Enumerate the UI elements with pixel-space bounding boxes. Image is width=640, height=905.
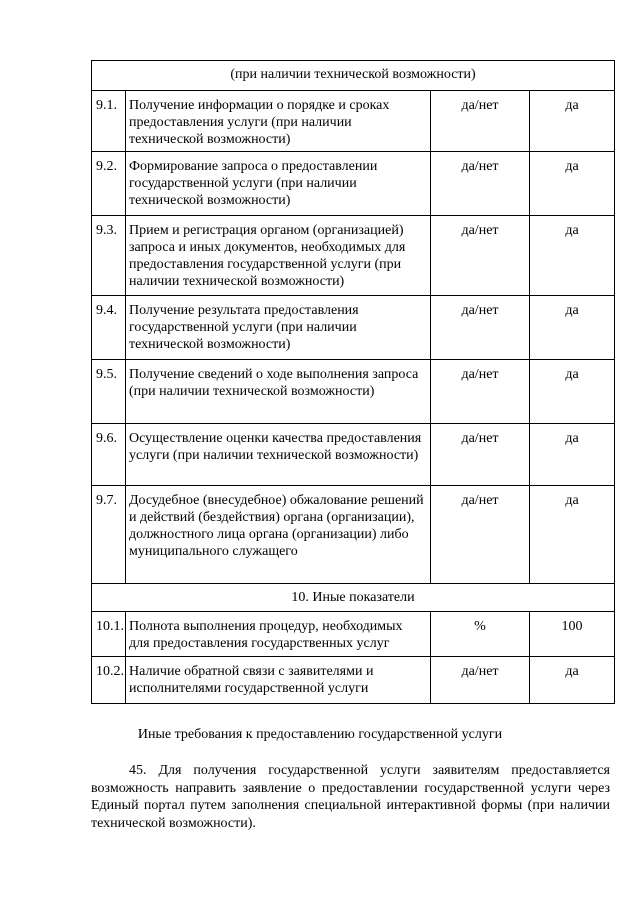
table-row-top bbox=[92, 61, 615, 91]
row-value: да bbox=[530, 152, 615, 216]
table-row bbox=[92, 486, 615, 584]
table-row bbox=[92, 657, 615, 704]
row-number: 9.4. bbox=[92, 296, 126, 360]
row-number: 9.5. bbox=[92, 360, 126, 424]
row-number: 9.2. bbox=[92, 152, 126, 216]
row-number: 9.6. bbox=[92, 424, 126, 486]
row-description: Получение сведений о ходе выполнения запроса (при наличии технической возможности) bbox=[126, 360, 431, 424]
row-unit: да/нет bbox=[431, 360, 530, 424]
paragraph-45: 45. Для получения государственной услуги заявителям предоставляется возможность направить заявление о предоставлении государственной услуги через Единый портал путем заполнения специальной интерактивной формы (при наличии технической возможности). bbox=[91, 763, 610, 831]
row-number: 10.2. bbox=[92, 657, 126, 704]
row-unit: да/нет bbox=[431, 296, 530, 360]
row-value: да bbox=[530, 216, 615, 296]
table-row bbox=[92, 360, 615, 424]
row-value: 100 bbox=[530, 612, 615, 657]
row-number: 9.7. bbox=[92, 486, 126, 584]
row-description: Осуществление оценки качества предоставления услуги (при наличии технической возможности) bbox=[126, 424, 431, 486]
table-row bbox=[92, 424, 615, 486]
table-row bbox=[92, 152, 615, 216]
row-value: да bbox=[530, 424, 615, 486]
row-description: Получение результата предоставления государственной услуги (при наличии технической возможности) bbox=[126, 296, 431, 360]
row-unit: да/нет bbox=[431, 424, 530, 486]
table-row bbox=[92, 296, 615, 360]
row-description: Наличие обратной связи с заявителями и исполнителями государственной услуги bbox=[126, 657, 431, 704]
row-value: да bbox=[530, 486, 615, 584]
row-unit: да/нет bbox=[431, 91, 530, 152]
row-value: да bbox=[530, 360, 615, 424]
table-row bbox=[92, 91, 615, 152]
row-description: Прием и регистрация органом (организацией) запроса и иных документов, необходимых для предоставления государственной услуги (при наличии технической возможности) bbox=[126, 216, 431, 296]
row-description: Получение информации о порядке и сроках предоставления услуги (при наличии технической возможности) bbox=[126, 91, 431, 152]
row-description: Формирование запроса о предоставлении государственной услуги (при наличии технической возможности) bbox=[126, 152, 431, 216]
indicators-table bbox=[91, 60, 615, 704]
section-heading: Иные требования к предоставлению государственной услуги bbox=[137, 727, 503, 742]
row-number: 9.3. bbox=[92, 216, 126, 296]
row-value: да bbox=[530, 91, 615, 152]
row-unit: да/нет bbox=[431, 216, 530, 296]
row-number: 10.1. bbox=[92, 612, 126, 657]
row-value: да bbox=[530, 296, 615, 360]
table-row bbox=[92, 612, 615, 657]
row-description: Полнота выполнения процедур, необходимых для предоставления государственных услуг bbox=[126, 612, 431, 657]
top-row-cell: (при наличии технической возможности) bbox=[92, 61, 615, 91]
row-unit: да/нет bbox=[431, 152, 530, 216]
table-row-section bbox=[92, 584, 615, 612]
table-row bbox=[92, 216, 615, 296]
section-10-title: 10. Иные показатели bbox=[92, 584, 615, 612]
row-unit: да/нет bbox=[431, 657, 530, 704]
row-value: да bbox=[530, 657, 615, 704]
row-unit: да/нет bbox=[431, 486, 530, 584]
row-description: Досудебное (внесудебное) обжалование решений и действий (бездействия) органа (организации), должностного лица органа (организации) либо муниципального служащего bbox=[126, 486, 431, 584]
row-number: 9.1. bbox=[92, 91, 126, 152]
row-unit: % bbox=[431, 612, 530, 657]
